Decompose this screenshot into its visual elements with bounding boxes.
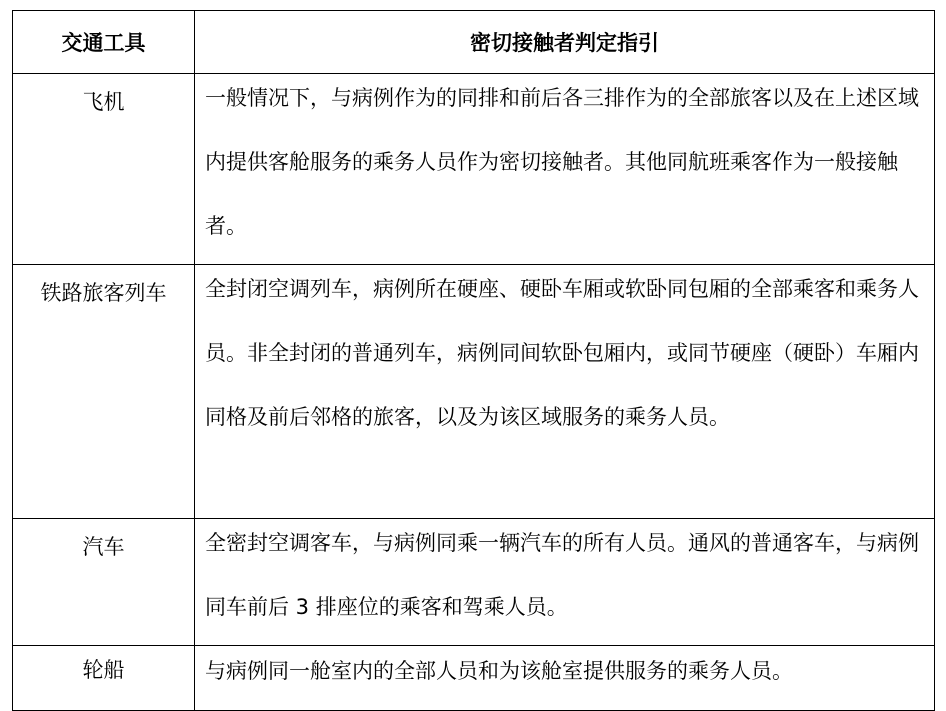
vehicle-cell: 汽车 [13,519,195,646]
header-guideline: 密切接触者判定指引 [195,11,935,74]
table-row [13,519,935,646]
guideline-text: 全封闭空调列车，病例所在硬座、硬卧车厢或软卧同包厢的全部乘客和乘务人员。非全封闭的普通列车，病例同间软卧包厢内，或同节硬座（硬卧）车厢内同格及前后邻格的旅客，以及为该区域服务的乘务人员。 [205,277,919,429]
guideline-cell [195,646,935,711]
vehicle-cell: 飞机 [13,74,195,265]
table-row [13,646,935,711]
table-row [13,265,935,519]
table-header-row [13,11,935,74]
vehicle-cell: 铁路旅客列车 [13,265,195,519]
guideline-text: 与病例同一舱室内的全部人员和为该舱室提供服务的乘务人员。 [205,659,793,683]
vehicle-cell: 轮船 [13,646,195,711]
guideline-cell [195,74,935,265]
guideline-text: 全密封空调客车，与病例同乘一辆汽车的所有人员。通风的普通客车，与病例同车前后 3 排座位的乘客和驾乘人员。 [205,531,919,619]
table-row [13,74,935,265]
contact-guideline-table [12,10,935,711]
header-vehicle: 交通工具 [13,11,195,74]
guideline-cell [195,265,935,519]
guideline-cell [195,519,935,646]
guideline-text: 一般情况下，与病例作为的同排和前后各三排作为的全部旅客以及在上述区域内提供客舱服务的乘务人员作为密切接触者。其他同航班乘客作为一般接触者。 [205,86,919,238]
